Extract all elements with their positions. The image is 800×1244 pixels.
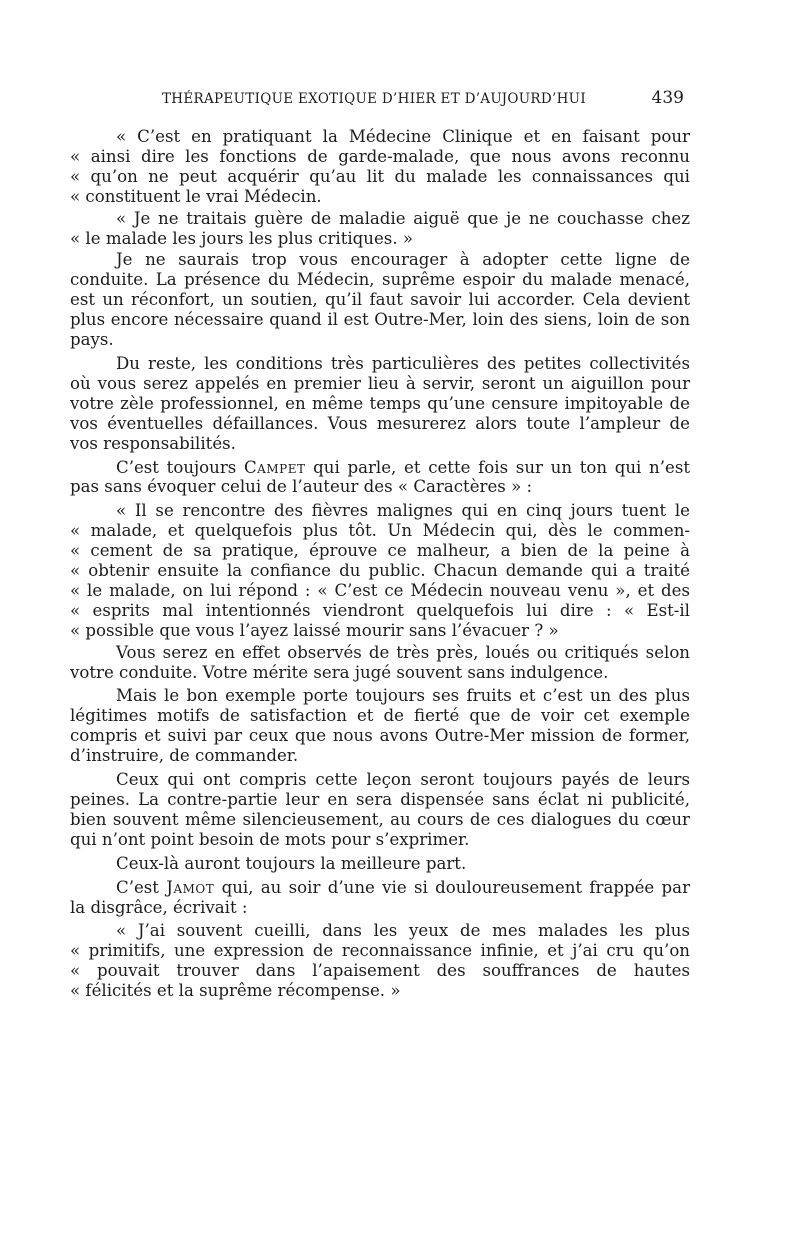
author-name: Campet [243,457,306,477]
text-paragraph [70,878,690,918]
quote-line: « obtenir ensuite la confiance du public. Chacun demande qui a traité [70,561,690,581]
quote-line: « le malade, on lui répond : « C’est ce Médecin nouveau venu », et des [70,580,690,600]
quote-line: « esprits mal intentionnés viendront quelquefois lui dire : « Est-il [70,600,690,620]
quote-line: « félicités et la suprême récompense. » [70,981,401,1001]
quote-line: « constituent le vrai Médecin. [70,186,322,206]
quote-line: « qu’on ne peut acquérir qu’au lit du malade les connaissances qui [70,166,690,186]
quote-paragraph [70,209,690,249]
quote-line: « C’est en pratiquant la Médecine Clinique et en faisant pour [116,127,690,146]
paragraph-text: C’est [116,877,167,897]
quote-line: « malade, et quelquefois plus tôt. Un Médecin qui, dès le commen- [70,521,690,541]
quote-line: « J’ai souvent cueilli, dans les yeux de mes malades les plus [116,921,690,941]
text-paragraph: Mais le bon exemple porte toujours ses fruits et c’est un des plus légitimes motifs de satisfaction et de fierté que de voir cet exemple compris et suivi par ceux que nous avons Outre-Mer mission de former, d’instruire, de commander. [70,686,690,766]
running-header [162,88,684,108]
quote-line: « Il se rencontre des fièvres malignes qui en cinq jours tuent le [116,501,690,521]
paragraph-text: C’est toujours [116,457,244,477]
paragraph-text: qui, au soir d’une vie si douloureusement frappée par la disgrâce, écrivait : [70,877,691,917]
quote-paragraph [70,501,690,640]
quote-line: « primitifs, une expression de reconnaissance infinie, et j’ai cru qu’on [70,941,690,961]
quote-line: « cement de sa pratique, éprouve ce malheur, a bien de la peine à [70,541,690,561]
author-name: Jamot [166,877,215,897]
running-title: THÉRAPEUTIQUE EXOTIQUE D’HIER ET D’AUJOURD’HUI [162,91,586,107]
text-paragraph: Du reste, les conditions très particulières des petites collectivités où vous serez appelés en premier lieu à servir, seront un aiguillon pour votre zèle professionnel, en même temps qu’une censure impitoyable de vos éventuelles défaillances. Vous mesurerez alors toute l’ampleur de vos responsabilités. [70,353,690,453]
quote-line: « possible que vous l’ayez laissé mourir sans l’évacuer ? » [70,620,559,640]
text-paragraph: Je ne saurais trop vous encourager à adopter cette ligne de conduite. La présence du Médecin, suprême espoir du malade menacé, est un réconfort, un soutien, qu’il faut savoir lui accorder. Cela devient plus encore nécessaire quand il est Outre-Mer, loin des siens, loin de son pays. [70,250,690,350]
quote-line: « pouvait trouver dans l’apaisement des souffrances de hautes [70,961,690,981]
quote-line: « ainsi dire les fonctions de garde-malade, que nous avons reconnu [70,146,690,166]
page-number: 439 [651,88,684,108]
quote-line: « le malade les jours les plus critiques. » [70,228,414,248]
text-paragraph: Ceux qui ont compris cette leçon seront toujours payés de leurs peines. La contre-partie leur en sera dispensée sans éclat ni publicité, bien souvent même silencieusement, au cours de ces dialogues du cœur qui n’ont point besoin de mots pour s’exprimer. [70,770,690,849]
paragraph-text: qui parle, et cette fois sur un ton qui n’est pas sans évoquer celui de l’auteur des « Caractères » : [70,457,691,497]
text-paragraph: Ceux-là auront toujours la meilleure part. [116,853,467,873]
page-body [70,127,690,1003]
quote-paragraph [70,921,690,1001]
text-paragraph [70,458,690,498]
text-paragraph: Vous serez en effet observés de très près, loués ou critiqués selon votre conduite. Votre mérite sera jugé souvent sans indulgence. [70,642,690,682]
quote-line: « Je ne traitais guère de maladie aiguë que je ne couchasse chez [116,208,690,228]
quote-paragraph [70,127,690,207]
